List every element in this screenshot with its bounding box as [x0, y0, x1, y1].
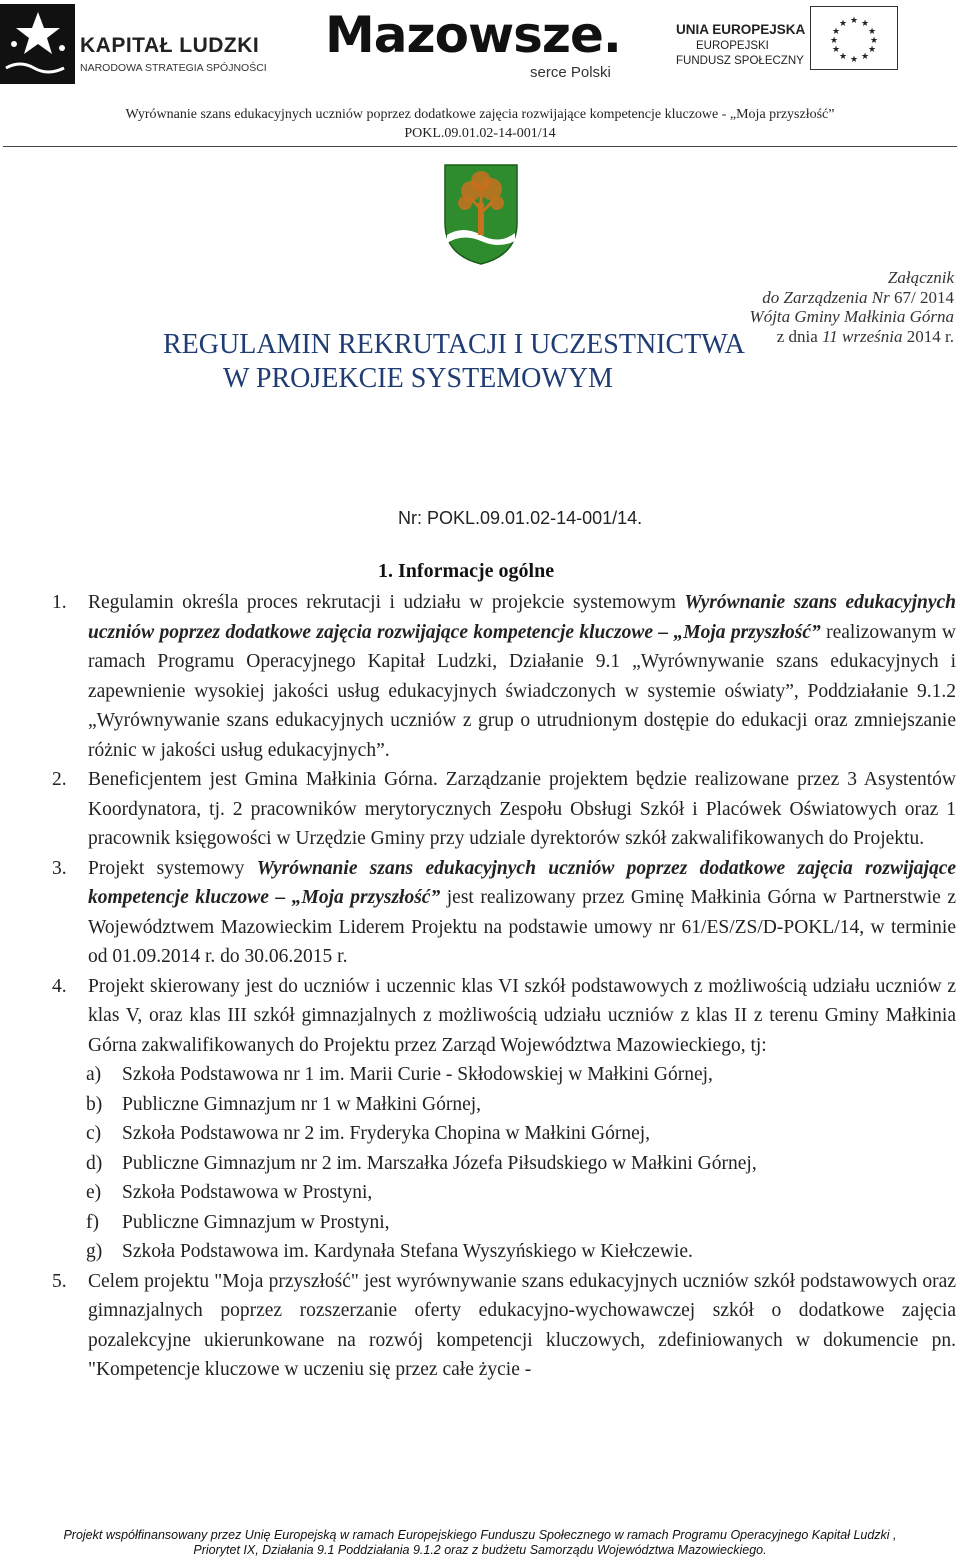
svg-text:★: ★ [869, 36, 879, 46]
document-body [52, 588, 956, 1385]
paragraph-number: 1. [52, 592, 67, 613]
eu-line1: UNIA EUROPEJSKA [676, 22, 806, 37]
svg-text:★: ★ [838, 52, 848, 62]
school-list [52, 1060, 956, 1267]
header-divider [3, 146, 957, 147]
annex-line3: Wójta Gminy Małkinia Górna [749, 307, 954, 326]
svg-text:★: ★ [849, 16, 859, 26]
svg-text:★: ★ [831, 45, 841, 55]
list-item [52, 1090, 956, 1120]
annex-line2-post: 67/ 2014 [894, 287, 954, 307]
paragraph-number: 2. [52, 769, 67, 790]
project-header [0, 105, 960, 143]
mazowsze-title: Mazowsze. [325, 6, 621, 64]
document-title [163, 328, 745, 396]
list-letter: f) [86, 1211, 99, 1233]
logo-bar [0, 0, 960, 90]
project-name-emphasis: Wyrównanie szans edukacyjnych uczniów poprzez dodatkowe zajęcia rozwijające kompetencje kluczowe – „Moja przyszłość” [88, 857, 957, 908]
list-letter: d) [86, 1152, 103, 1174]
svg-text:★: ★ [838, 19, 848, 29]
list-text: Szkoła Podstawowa w Prostyni, [122, 1182, 373, 1203]
list-letter: g) [86, 1241, 103, 1262]
annex-line1: Załącznik [887, 268, 954, 287]
eu-logo [676, 16, 956, 82]
svg-text:★: ★ [849, 55, 859, 65]
paragraph-5 [52, 1267, 956, 1385]
mazowsze-logo [325, 6, 625, 86]
annex-line4-mid: 11 września [822, 326, 903, 346]
paragraph-number: 5. [52, 1270, 67, 1292]
list-item [52, 1208, 956, 1238]
svg-text:★: ★ [860, 19, 870, 29]
text-segment: Regulamin określa proces rekrutacji i udziału w projekcie systemowym [88, 592, 676, 613]
svg-text:★: ★ [860, 52, 870, 62]
svg-text:★: ★ [867, 45, 877, 55]
kapital-ludzki-icon [0, 4, 75, 84]
coat-of-arms-icon [443, 163, 519, 266]
eu-line3: FUNDUSZ SPOŁECZNY [676, 55, 804, 67]
list-text: Publiczne Gimnazjum nr 2 im. Marszałka Józefa Piłsudskiego w Małkini Górnej, [122, 1152, 757, 1174]
title-line1: REGULAMIN REKRUTACJI I UCZESTNICTWA [163, 329, 745, 360]
footer-line1: Projekt współfinansowany przez Unię Europejską w ramach Europejskiego Funduszu Społecznego w ramach Programu Operacyjnego Kapitał Ludzki , [63, 1528, 897, 1542]
list-text: Szkoła Podstawowa im. Kardynała Stefana Wyszyńskiego w Kiełczewie. [122, 1241, 693, 1262]
text-segment: realizowanym w ramach Programu Operacyjnego Kapitał Ludzki, Działanie 9.1 „Wyrównywanie szans edukacyjnych i zapewnienie wysokiej jakości usług edukacyjnych świadczonych w systemie oświaty”, Poddziałanie 9.1.2 „Wyrównywanie szans edukacyjnych uczniów z grup o utrudnionym dostępie do edukacji oraz zmniejszanie różnic w jakości usług edukacyjnych”. [88, 621, 957, 761]
list-item [52, 1060, 956, 1090]
list-item [52, 1119, 956, 1149]
paragraph-text: Beneficjentem jest Gmina Małkinia Górna. Zarządzanie projektem będzie realizowane przez 3 Asystentów Koordynatora, tj. 2 pracowników merytorycznych Zespołu Obsługi Szkół i Placówek Oświatowych oraz 1 pracownik księgowości w Urzędzie Gminy przy udziale dyrektorów szkół zakwalifikowanych do Projektu. [88, 769, 956, 849]
section-heading: 1. Informacje ogólne [378, 560, 555, 582]
list-item [52, 1149, 956, 1179]
list-item [52, 1178, 956, 1208]
paragraph-number: 3. [52, 857, 67, 879]
paragraph-text [88, 588, 956, 765]
paragraph-1 [52, 588, 956, 765]
annex-line4-pre: z dnia [776, 326, 818, 346]
list-letter: b) [86, 1093, 103, 1115]
project-code-line: POKL.09.01.02-14-001/14 [404, 126, 556, 141]
svg-text:★: ★ [829, 36, 839, 46]
paragraph-3 [52, 854, 956, 972]
paragraph-4 [52, 972, 956, 1061]
svg-text:★: ★ [867, 27, 877, 37]
list-letter: c) [86, 1123, 102, 1144]
list-item [52, 1237, 956, 1267]
mazowsze-subtitle: serce Polski [530, 64, 611, 81]
list-text: Szkoła Podstawowa nr 1 im. Marii Curie - Skłodowskiej w Małkini Górnej, [122, 1064, 713, 1085]
kapital-ludzki-subtitle: NARODOWA STRATEGIA SPÓJNOŚCI [80, 62, 267, 74]
title-line2: W PROJEKCIE SYSTEMOWYM [223, 363, 613, 394]
list-letter: e) [86, 1182, 102, 1203]
text-segment: jest realizowany przez Gminę Małkinia Górna w Partnerstwie z Województwem Mazowieckim Liderem Projektu na podstawie umowy nr 61/ES/ZS/D-POKL/14, w terminie od 01.09.2014 r. do 30.06.2015 r. [88, 887, 957, 967]
project-name-emphasis: Wyrównanie szans edukacyjnych uczniów poprzez dodatkowe zajęcia rozwijające kompetencje kluczowe – „Moja przyszłość” [88, 592, 956, 643]
annex-line2-pre: do Zarządzenia Nr [762, 287, 890, 307]
kapital-ludzki-title: KAPITAŁ LUDZKI [80, 34, 260, 57]
svg-text:★: ★ [831, 27, 841, 37]
kapital-ludzki-logo [0, 4, 270, 84]
list-text: Szkoła Podstawowa nr 2 im. Fryderyka Chopina w Małkini Górnej, [122, 1123, 651, 1144]
list-letter: a) [86, 1064, 102, 1085]
text-segment: Projekt systemowy [88, 857, 245, 879]
document-number: Nr: POKL.09.01.02-14-001/14. [398, 508, 643, 528]
eu-line2: EUROPEJSKI [696, 40, 769, 52]
annex-line4-post: 2014 r. [906, 326, 954, 346]
eu-flag-icon [810, 6, 898, 70]
paragraph-text: Projekt skierowany jest do uczniów i uczennic klas VI szkół podstawowych z możliwością udziału uczniów z klas V, oraz klas III szkół gimnazjalnych z możliwością udziału uczniów z klas II z terenu Gminy Małkinia Górna zakwalifikowanych do Projektu przez Zarząd Województwa Mazowieckiego, tj: [88, 975, 956, 1056]
paragraph-2 [52, 765, 956, 854]
list-text: Publiczne Gimnazjum w Prostyni, [122, 1211, 390, 1233]
paragraph-number: 4. [52, 975, 67, 997]
paragraph-text: Celem projektu "Moja przyszłość" jest wyrównywanie szans edukacyjnych uczniów szkół podstawowych oraz gimnazjalnych poprzez rozszerzanie oferty edukacyjno-wychowawczej szkół o dodatkowe zajęcia pozalekcyjne ukierunkowane na rozwój kompetencji kluczowych, zdefiniowanych w dokumencie pn. "Kompetencje kluczowe w uczeniu się przez całe życie - [88, 1270, 956, 1380]
list-text: Publiczne Gimnazjum nr 1 w Małkini Górnej, [122, 1093, 482, 1115]
project-title-line: Wyrównanie szans edukacyjnych uczniów poprzez dodatkowe zajęcia rozwijające kompetencje kluczowe - „Moja przyszłość” [125, 107, 835, 122]
page-footer [0, 1528, 960, 1558]
annex-note [750, 268, 954, 346]
footer-line2: Priorytet IX, Działania 9.1 Poddziałania 9.1.2 oraz z budżetu Samorządu Województwa Mazowieckiego. [193, 1543, 767, 1557]
paragraph-text [88, 854, 956, 972]
